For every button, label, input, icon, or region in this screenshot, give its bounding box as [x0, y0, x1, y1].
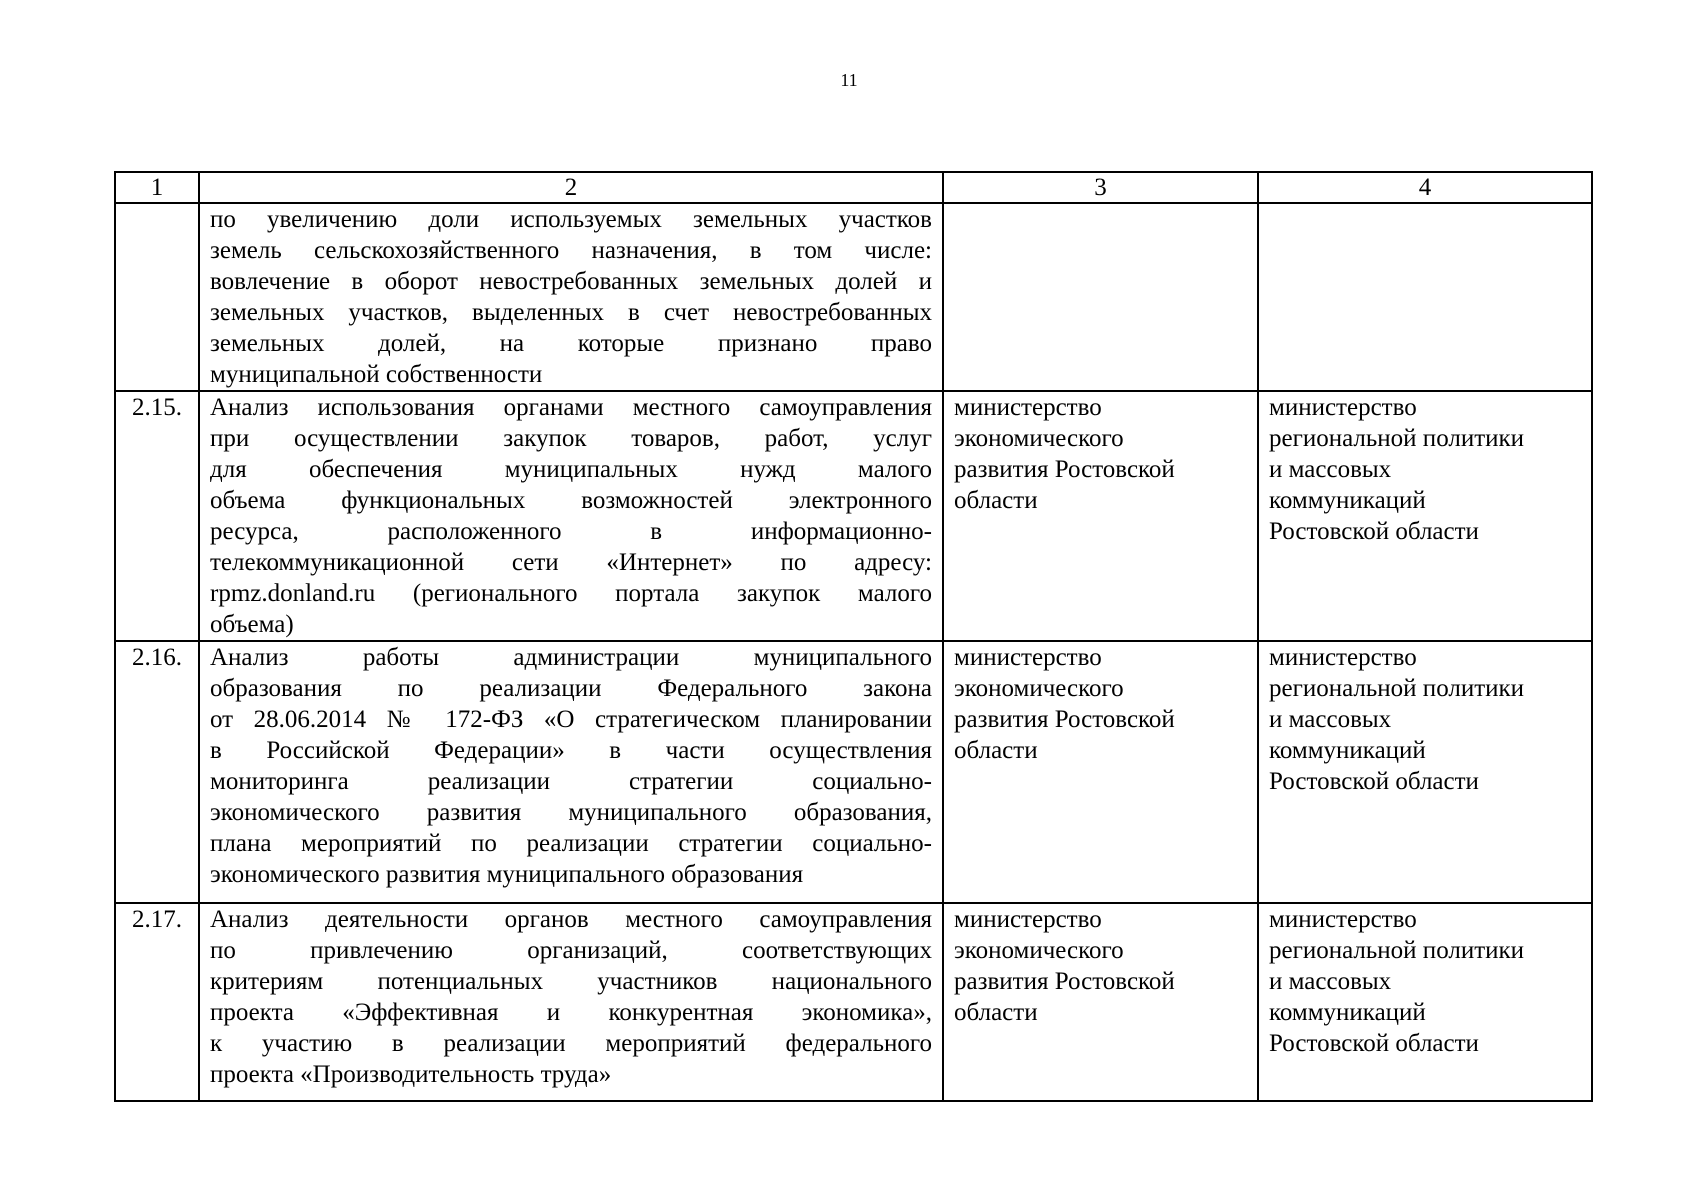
- responsible-line: министерство: [954, 906, 1102, 933]
- coexecutor-line: министерство: [1269, 906, 1417, 933]
- description-line: по привлечению организаций, соответствующих: [210, 937, 932, 964]
- coexecutor-line: коммуникаций: [1269, 999, 1426, 1026]
- table-row: [115, 391, 1592, 641]
- coexecutor-line: Ростовской области: [1269, 768, 1479, 795]
- description-line: по увеличению доли используемых земельных участков: [210, 206, 932, 233]
- description-line: ресурса, расположенного в информационно-: [210, 518, 932, 545]
- row-description: [199, 391, 943, 641]
- responsible-cell: [943, 641, 1258, 903]
- row-number: 2.15.: [115, 391, 199, 641]
- responsible-line: области: [954, 487, 1038, 514]
- responsible-line: экономического: [954, 937, 1124, 964]
- description-line: плана мероприятий по реализации стратегии социально-: [210, 830, 932, 857]
- coexecutor-cell: [1258, 203, 1592, 391]
- coexecutor-line: и массовых: [1269, 456, 1392, 483]
- description-line: для обеспечения муниципальных нужд малого: [210, 456, 932, 483]
- description-line: критериям потенциальных участников национального: [210, 968, 932, 995]
- coexecutor-line: региональной политики: [1269, 937, 1525, 964]
- coexecutor-line: региональной политики: [1269, 425, 1525, 452]
- coexecutor-line: и массовых: [1269, 706, 1392, 733]
- coexecutor-line: министерство: [1269, 394, 1417, 421]
- header-cell: 1: [115, 172, 199, 203]
- responsible-line: области: [954, 737, 1038, 764]
- description-line: земель сельскохозяйственного назначения, в том числе:: [210, 237, 932, 264]
- responsible-cell: [943, 391, 1258, 641]
- responsible-cell: [943, 203, 1258, 391]
- description-line: телекоммуникационной сети «Интернет» по адресу:: [210, 549, 932, 576]
- coexecutor-line: региональной политики: [1269, 675, 1525, 702]
- description-line: объема): [210, 611, 294, 638]
- description-line: экономического развития муниципального образования: [210, 861, 804, 888]
- description-line: проекта «Производительность труда»: [210, 1061, 612, 1088]
- coexecutor-line: министерство: [1269, 644, 1417, 671]
- responsible-line: экономического: [954, 425, 1124, 452]
- responsible-line: развития Ростовской: [954, 456, 1175, 483]
- coexecutor-line: и массовых: [1269, 968, 1392, 995]
- row-number: [115, 203, 199, 391]
- coexecutor-cell: [1258, 641, 1592, 903]
- table-row: [115, 203, 1592, 391]
- description-line: земельных участков, выделенных в счет невостребованных: [210, 299, 932, 326]
- plan-table: [114, 171, 1593, 1102]
- description-line: Анализ деятельности органов местного самоуправления: [210, 906, 932, 933]
- row-description: [199, 203, 943, 391]
- description-line: проекта «Эффективная и конкурентная экономика»,: [210, 999, 932, 1026]
- description-line: rpmz.donland.ru (регионального портала закупок малого: [210, 580, 932, 607]
- description-line: Анализ использования органами местного самоуправления: [210, 394, 932, 421]
- coexecutor-cell: [1258, 903, 1592, 1101]
- page-number: 11: [840, 70, 858, 90]
- description-line: Анализ работы администрации муниципального: [210, 644, 932, 671]
- responsible-line: области: [954, 999, 1038, 1026]
- description-line: экономического развития муниципального образования,: [210, 799, 932, 826]
- responsible-line: министерство: [954, 394, 1102, 421]
- coexecutor-cell: [1258, 391, 1592, 641]
- row-number: 2.17.: [115, 903, 199, 1101]
- header-cell: 3: [943, 172, 1258, 203]
- table-row: [115, 641, 1592, 903]
- description-line: объема функциональных возможностей электронного: [210, 487, 932, 514]
- responsible-line: развития Ростовской: [954, 968, 1175, 995]
- description-line: от 28.06.2014 № 172-ФЗ «О стратегическом планировании: [210, 706, 932, 733]
- row-number: 2.16.: [115, 641, 199, 903]
- row-description: [199, 641, 943, 903]
- description-line: земельных долей, на которые признано право: [210, 330, 932, 357]
- description-line: при осуществлении закупок товаров, работ, услуг: [210, 425, 932, 452]
- header-cell: 4: [1258, 172, 1592, 203]
- coexecutor-line: коммуникаций: [1269, 487, 1426, 514]
- description-line: образования по реализации Федерального закона: [210, 675, 932, 702]
- description-line: в Российской Федерации» в части осуществления: [210, 737, 932, 764]
- table-row: [115, 903, 1592, 1101]
- coexecutor-line: коммуникаций: [1269, 737, 1426, 764]
- description-line: муниципальной собственности: [210, 361, 543, 388]
- coexecutor-line: Ростовской области: [1269, 518, 1479, 545]
- coexecutor-line: Ростовской области: [1269, 1030, 1479, 1057]
- responsible-line: министерство: [954, 644, 1102, 671]
- responsible-line: развития Ростовской: [954, 706, 1175, 733]
- header-cell: 2: [199, 172, 943, 203]
- description-line: вовлечение в оборот невостребованных земельных долей и: [210, 268, 932, 295]
- description-line: к участию в реализации мероприятий федерального: [210, 1030, 932, 1057]
- responsible-cell: [943, 903, 1258, 1101]
- responsible-line: экономического: [954, 675, 1124, 702]
- table-header-row: [115, 172, 1592, 203]
- description-line: мониторинга реализации стратегии социально-: [210, 768, 932, 795]
- row-description: [199, 903, 943, 1101]
